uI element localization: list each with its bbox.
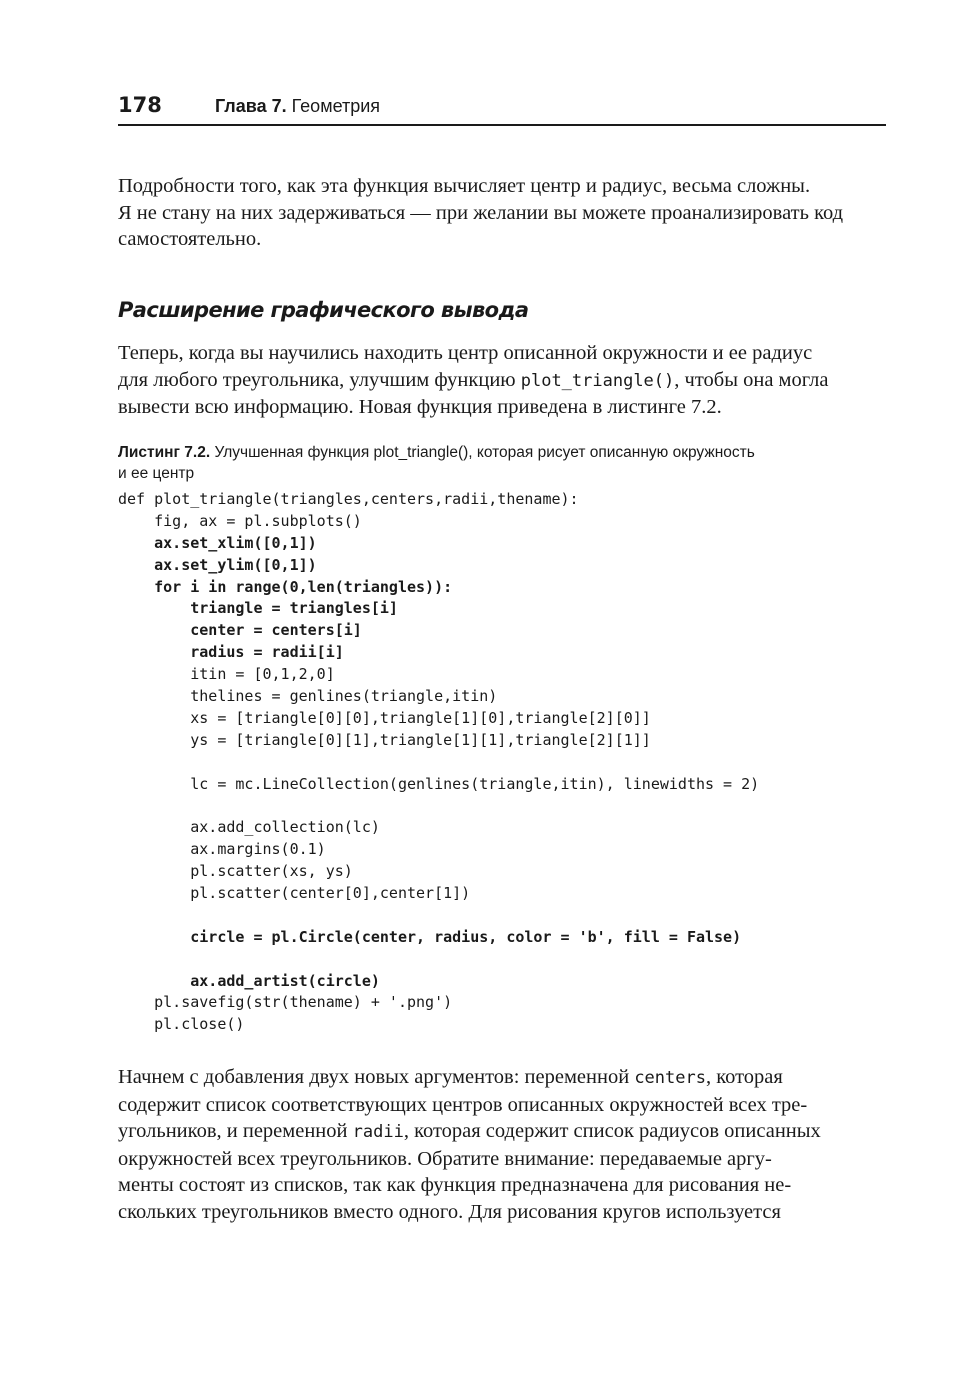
bottom-line-1-text-b: , которая [705,1066,783,1088]
bottom-line-2: содержит список соответствующих центров описанных окружностей всех тре- [118,1093,808,1116]
code-line: for i in range(0,len(triangles)): [118,577,453,596]
code-line: ys = [triangle[0][1],triangle[1][1],triangle[2][1]] [118,730,651,749]
bottom-line-3-text-b: , которая содержит список радиусов описанных [403,1120,821,1142]
intro-line-1: Подробности того, как эта функция вычисляет центр и радиус, весьма сложны. [118,175,811,197]
section-title: Расширение графического вывода [118,298,529,322]
code-listing [118,489,759,1036]
section-line-2-text-a: для любого треугольника, улучшим функцию [118,368,521,391]
section-line-2 [118,367,886,395]
code-line [118,752,759,774]
bottom-paragraph [118,1064,886,1225]
code-line [118,795,759,817]
code-line: xs = [triangle[0][0],triangle[1][0],triangle[2][0]] [118,708,651,727]
section-line-2-text-b: , чтобы она могла [674,368,829,391]
intro-paragraph [118,173,886,253]
section-paragraph [118,340,886,421]
code-line: center = centers[i] [118,621,362,640]
code-line: pl.savefig(str(thename) + '.png') [118,993,453,1012]
code-line: pl.close() [118,1015,245,1034]
listing-label: Листинг 7.2. [118,444,211,461]
chapter-title: Геометрия [291,96,381,116]
code-line: itin = [0,1,2,0] [118,665,335,684]
code-line: lc = mc.LineCollection(genlines(triangle,itin), linewidths = 2) [118,774,760,793]
code-line [118,905,759,927]
bottom-line-1 [118,1064,886,1092]
code-line: thelines = genlines(triangle,itin) [118,687,498,706]
inline-code-centers: centers [634,1068,706,1088]
listing-caption [118,442,886,484]
page-number: 178 [118,93,162,117]
chapter-label: Глава 7. [215,96,287,116]
code-line: ax.add_collection(lc) [118,818,380,837]
running-header [118,92,886,126]
section-line-1: Теперь, когда вы научились находить центр описанной окружности и ее радиус [118,342,813,364]
code-line: pl.scatter(center[0],center[1]) [118,884,471,903]
code-line: circle = pl.Circle(center, radius, color = 'b', fill = False) [118,927,742,946]
code-line: ax.add_artist(circle) [118,971,380,990]
bottom-line-3 [118,1118,886,1146]
inline-code-plot-triangle: plot_triangle() [520,370,675,391]
code-line: def plot_triangle(triangles,centers,radii,thename): [118,490,579,508]
intro-line-2: Я не стану на них задерживаться — при желании вы можете проанализировать код [118,201,844,224]
section-line-3: вывести всю информацию. Новая функция приведена в листинге 7.2. [118,396,722,418]
inline-code-radii: radii [352,1122,404,1142]
code-line: triangle = triangles[i] [118,599,398,618]
code-line: pl.scatter(xs, ys) [118,862,353,881]
code-line: ax.set_xlim([0,1]) [118,533,317,552]
code-line [118,949,759,971]
code-line: fig, ax = pl.subplots() [118,511,362,530]
bottom-line-6: скольких треугольников вместо одного. Для рисования кругов используется [118,1200,781,1223]
code-line: ax.margins(0.1) [118,840,326,859]
intro-line-3: самостоятельно. [118,228,262,250]
bottom-line-1-text-a: Начнем с добавления двух новых аргументов: переменной [118,1066,635,1088]
bottom-line-3-text-a: угольников, и переменной [118,1120,353,1142]
listing-caption-text-2: и ее центр [118,465,195,482]
code-line: ax.set_ylim([0,1]) [118,555,317,574]
bottom-line-5: менты состоят из списков, так как функция предназначена для рисования не- [118,1174,792,1196]
chapter-heading [215,94,380,118]
bottom-line-4: окружностей всех треугольников. Обратите внимание: передаваемые аргу- [118,1147,772,1170]
code-line: radius = radii[i] [118,643,344,662]
listing-caption-text: Улучшенная функция plot_triangle(), которая рисует описанную окружность [214,444,755,461]
